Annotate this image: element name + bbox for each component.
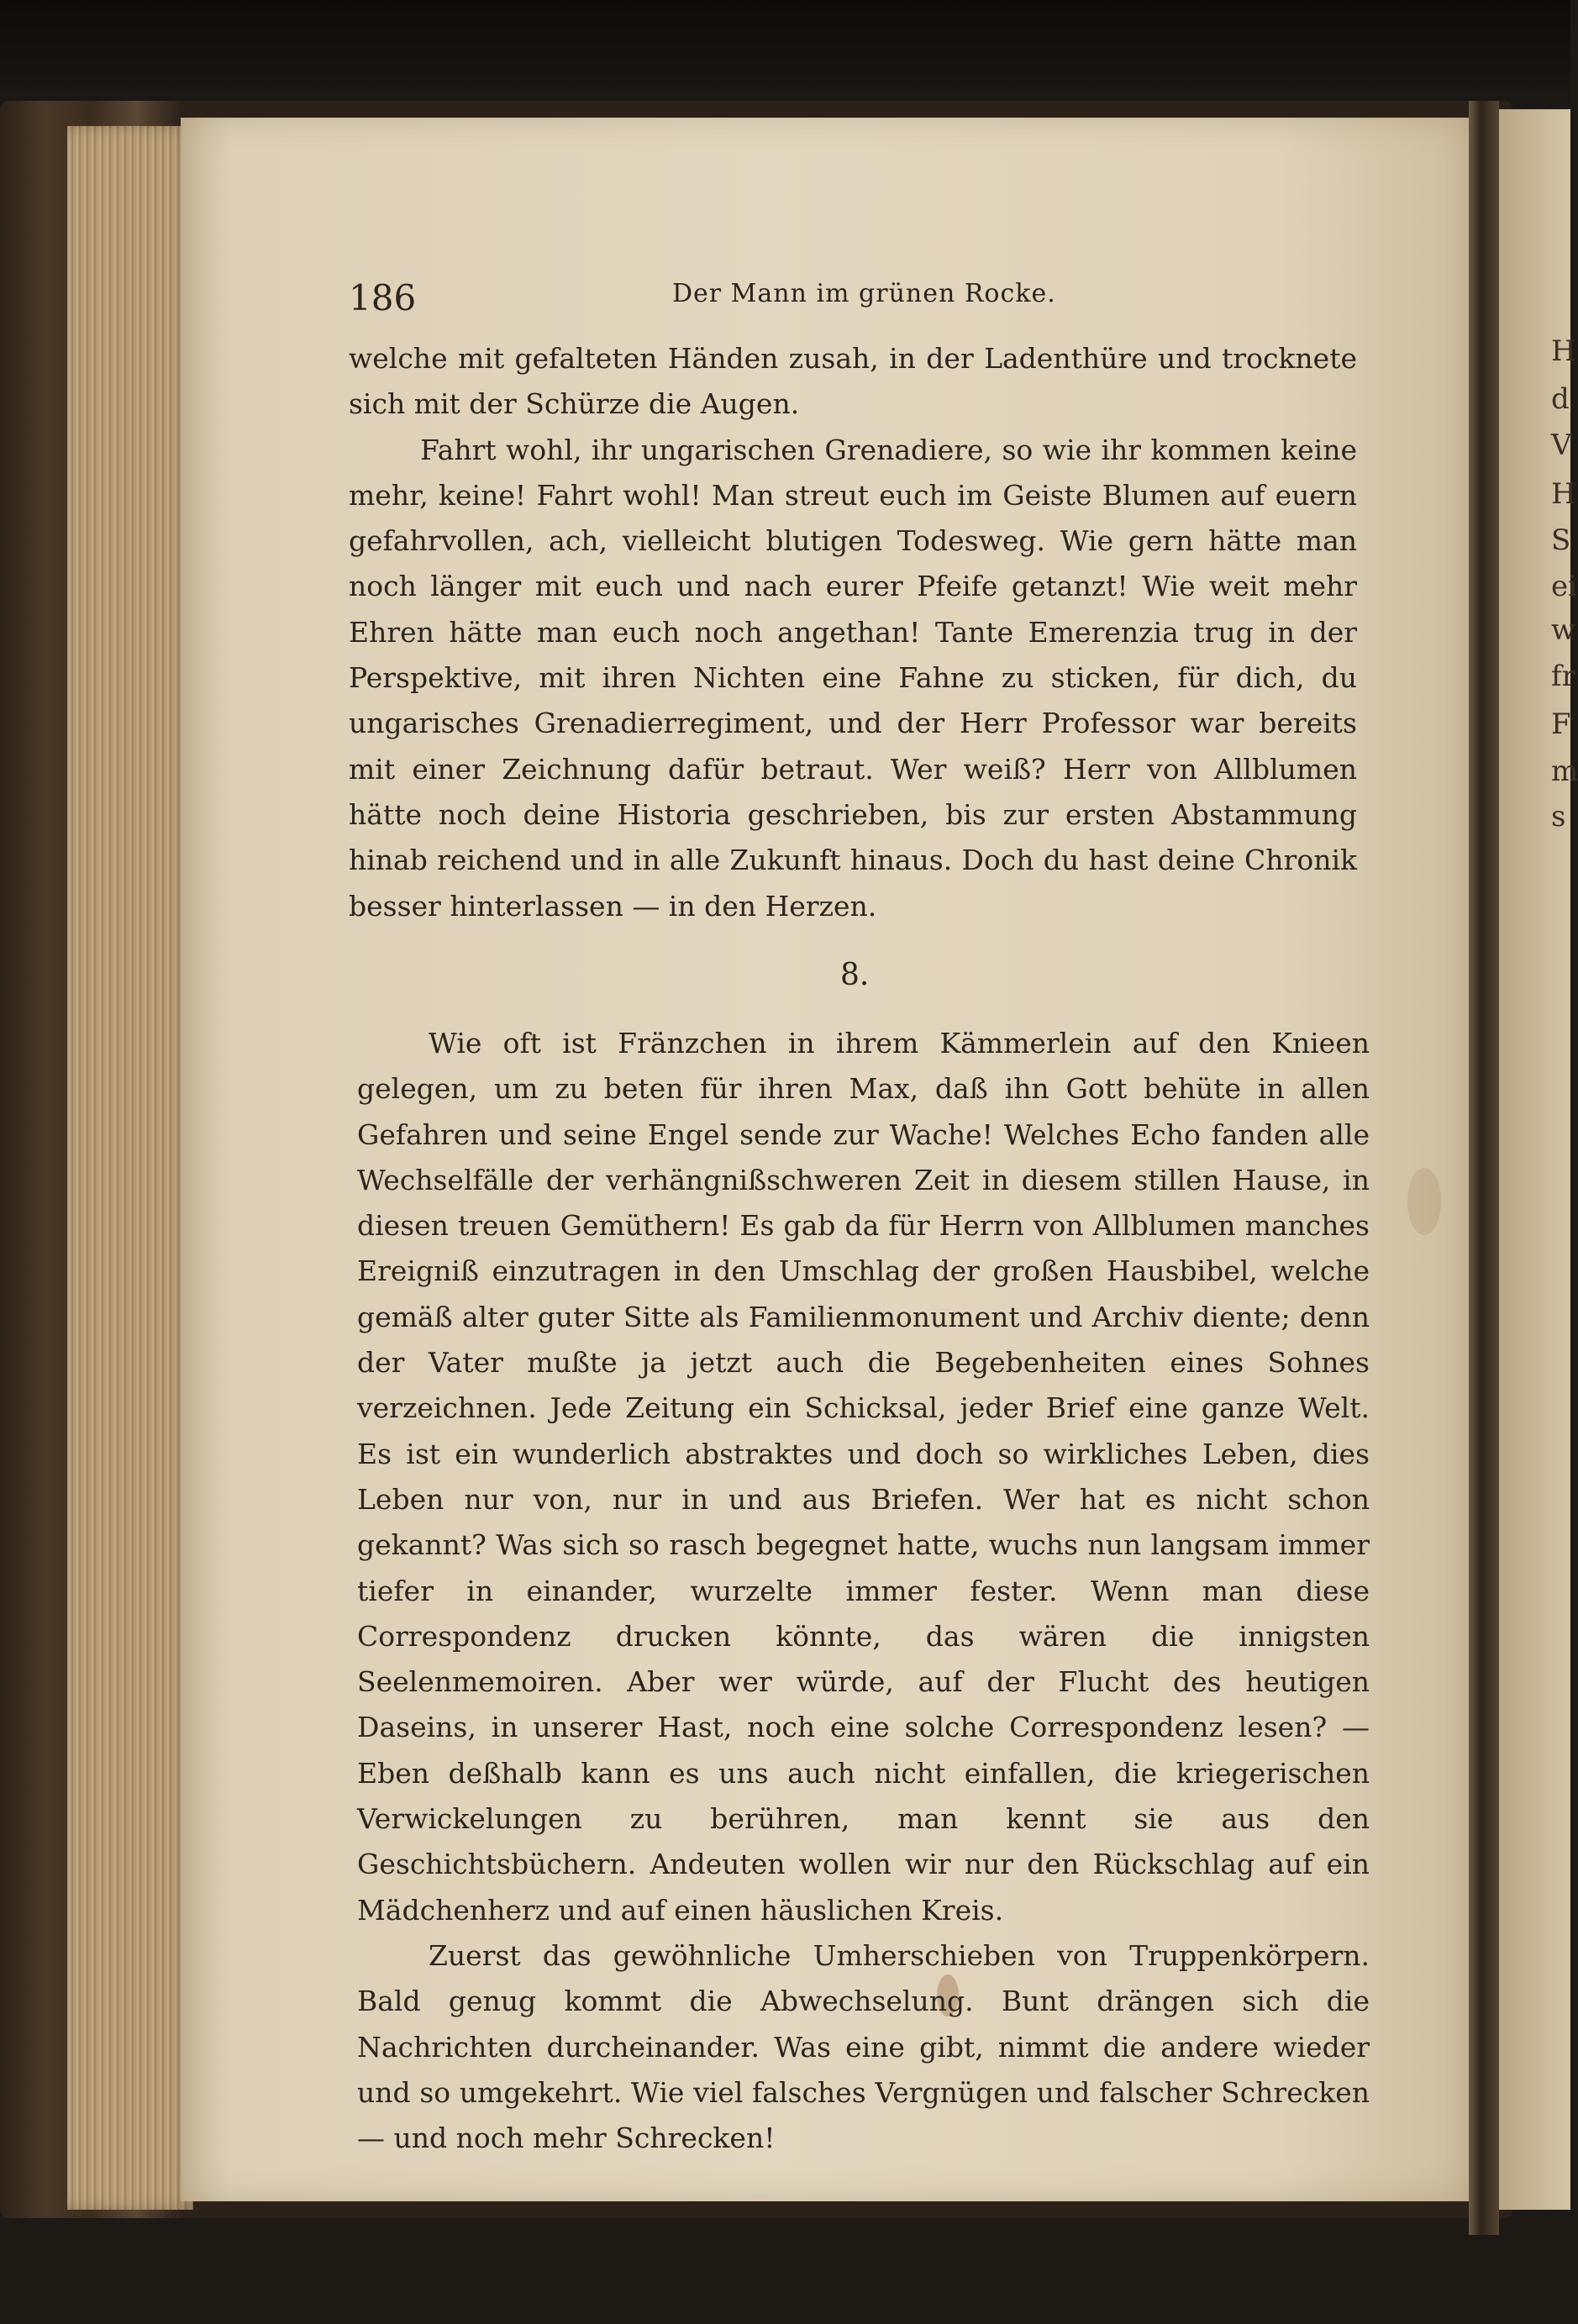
adjacent-page (1499, 109, 1578, 2210)
adjacent-page-fragment: w (1551, 613, 1576, 647)
adjacent-page-fragment: F (1551, 707, 1571, 741)
adjacent-page-fragment: V (1551, 429, 1572, 462)
adjacent-page-fragment: fr (1551, 660, 1575, 693)
background-top (0, 0, 1570, 118)
book-gutter (1469, 101, 1499, 2235)
page-number: 186 (349, 277, 417, 318)
adjacent-page-fragment: s (1551, 800, 1566, 833)
paper-stain (1407, 1168, 1441, 1235)
adjacent-page-fragment: ei (1551, 570, 1577, 603)
paragraph: Zuerst das gewöhnliche Umherschieben von Truppenkörpern. Bald genug kommt die Abwechselung. Bunt drängen sich die Nachrichten durcheinander. Was eine gibt, nimmt die andere wieder und so umgekehrt. Wie viel falsches Vergnügen und falscher Schrecken — und noch mehr Schrecken! (357, 1938, 1370, 2155)
page-header (349, 277, 1374, 328)
text-block-top (349, 336, 1357, 929)
adjacent-page-fragment: d (1551, 382, 1570, 416)
adjacent-page-fragment: H (1551, 477, 1576, 511)
adjacent-page-fragment: m (1551, 755, 1578, 788)
running-title: Der Mann im grünen Rocke. (672, 279, 1056, 308)
text-block-bottom (357, 1021, 1370, 2161)
paragraph: Fahrt wohl, ihr ungarischen Grenadiere, so wie ihr kommen keine mehr, keine! Fahrt wohl! Man streut euch im Geiste Blumen auf euern gefahrvollen, ach, vielleicht blutigen Todesweg. Wie gern hätte man noch länger mit euch und nach eurer Pfeife getanzt! Wie weit mehr Ehren hätte man euch noch angethan! Tante Emerenzia trug in der Perspektive, mit ihren Nichten eine Fahne zu sticken, für dich, du ungarisches Grenadierregiment, und der Herr Professor war bereits mit einer Zeichnung dafür betraut. Wer weiß? Herr von Allblumen hätte noch deine Historia geschrieben, bis zur ersten Abstammung hinab reichend und in alle Zukunft hinaus. Doch du hast deine Chronik besser hinterlassen — in den Herzen. (349, 433, 1357, 923)
paragraph: Wie oft ist Fränzchen in ihrem Kämmerlein auf den Knieen gelegen, um zu beten für ihren Max, daß ihn Gott behüte in allen Gefahren und seine Engel sende zur Wache! Welches Echo fanden alle Wechselfälle der verhängnißschweren Zeit in diesem stillen Hause, in diesen treuen Gemüthern! Es gab da für Herrn von Allblumen manches Ereigniß einzutragen in den Umschlag der großen Hausbibel, welche gemäß alter guter Sitte als Familienmonument und Archiv diente; denn der Vater mußte ja jetzt auch die Begebenheiten eines Sohnes verzeichnen. Jede Zeitung ein Schicksal, jeder Brief eine ganze Welt. Es ist ein wunderlich abstraktes und doch so wirkliches Leben, dies Leben nur von, nur in und aus Briefen. Wer hat es nicht schon gekannt? Was sich so rasch begegnet hatte, wuchs nun langsam immer tiefer in einander, wurzelte immer fester. Wenn man diese Correspondenz drucken könnte, das wären die innigsten Seelenmemoiren. Aber wer würde, auf der Flucht des heutigen Daseins, in unserer Hast, noch eine solche Correspondenz lesen? — Eben deßhalb kann es uns auch nicht einfallen, die kriegerischen Verwickelungen zu berühren, man kennt sie aus den Geschichtsbüchern. Andeuten wollen wir nur den Rückschlag auf ein Mädchenherz und auf einen häuslichen Kreis. (357, 1027, 1370, 1927)
section-number: 8. (840, 958, 870, 992)
adjacent-page-fragment: S (1551, 523, 1571, 557)
page-edges (67, 126, 193, 2210)
paragraph: welche mit gefalteten Händen zusah, in der Ladenthüre und trocknete sich mit der Schürze die Augen. (349, 342, 1357, 421)
adjacent-page-fragment: H (1551, 334, 1576, 368)
